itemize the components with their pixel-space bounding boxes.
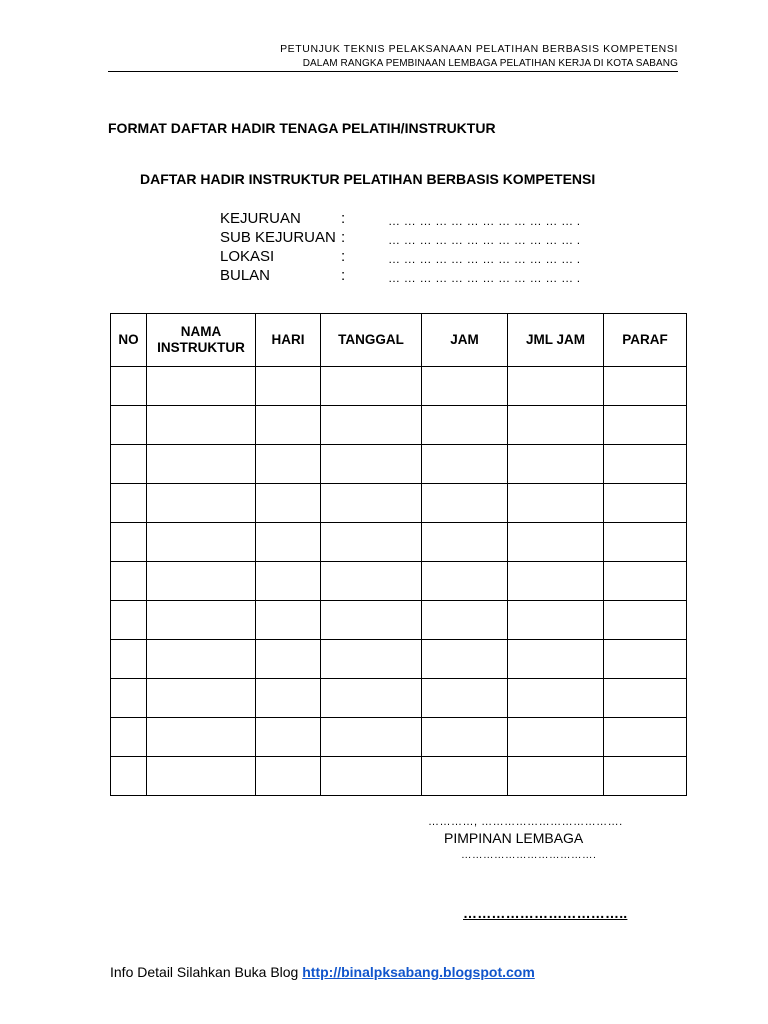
table-row	[111, 367, 687, 406]
cell-jam	[422, 562, 508, 601]
column-header-jml-jam: JML JAM	[508, 314, 604, 367]
signature-role: PIMPINAN LEMBAGA	[444, 830, 584, 846]
cell-jam	[422, 484, 508, 523]
field-label-lokasi: LOKASI	[220, 248, 275, 265]
cell-tanggal	[321, 679, 422, 718]
cell-no	[111, 757, 147, 796]
cell-jml-jam	[508, 718, 604, 757]
field-colon-kejuruan: :	[341, 210, 346, 227]
signature-name: ……………………………..	[463, 905, 628, 921]
table-body	[111, 367, 687, 796]
cell-jml-jam	[508, 445, 604, 484]
column-header-nama-line-1: NAMA	[180, 324, 222, 339]
cell-hari	[256, 679, 321, 718]
header-line-2: DALAM RANGKA PEMBINAAN LEMBAGA PELATIHAN KERJA DI KOTA SABANG	[302, 58, 678, 69]
column-header-nama-line-2: INSTRUKTUR	[157, 340, 245, 355]
cell-tanggal	[321, 757, 422, 796]
header-line-1: PETUNJUK TEKNIS PELAKSANAAN PELATIHAN BERBASIS KOMPETENSI	[280, 43, 678, 55]
attendance-table	[110, 313, 687, 796]
cell-paraf	[604, 445, 687, 484]
column-header-no: NO	[111, 314, 147, 367]
cell-jml-jam	[508, 484, 604, 523]
cell-paraf	[604, 406, 687, 445]
cell-jml-jam	[508, 679, 604, 718]
cell-hari	[256, 445, 321, 484]
cell-paraf	[604, 679, 687, 718]
cell-nama	[147, 601, 256, 640]
cell-no	[111, 562, 147, 601]
cell-paraf	[604, 523, 687, 562]
cell-tanggal	[321, 601, 422, 640]
field-value-kejuruan: … … … … … … … … … … … … .	[388, 214, 581, 228]
cell-no	[111, 406, 147, 445]
cell-tanggal	[321, 484, 422, 523]
cell-no	[111, 640, 147, 679]
cell-nama	[147, 757, 256, 796]
cell-hari	[256, 640, 321, 679]
cell-paraf	[604, 484, 687, 523]
column-header-tanggal: TANGGAL	[321, 314, 422, 367]
cell-no	[111, 445, 147, 484]
table-row	[111, 757, 687, 796]
field-value-sub-kejuruan: … … … … … … … … … … … … .	[388, 233, 581, 247]
cell-jam	[422, 679, 508, 718]
field-label-kejuruan: KEJURUAN	[220, 210, 301, 227]
signature-line: ……………………………….	[461, 849, 597, 861]
table-row	[111, 484, 687, 523]
cell-tanggal	[321, 718, 422, 757]
cell-nama	[147, 367, 256, 406]
signature-place-date: …………, ……………………………….	[428, 816, 623, 828]
cell-jml-jam	[508, 406, 604, 445]
cell-tanggal	[321, 445, 422, 484]
column-header-hari: HARI	[256, 314, 321, 367]
cell-nama	[147, 640, 256, 679]
cell-hari	[256, 406, 321, 445]
field-colon-lokasi: :	[341, 248, 346, 265]
cell-nama	[147, 718, 256, 757]
cell-hari	[256, 718, 321, 757]
cell-jam	[422, 406, 508, 445]
field-label-sub-kejuruan: SUB KEJURUAN	[220, 229, 336, 246]
cell-paraf	[604, 757, 687, 796]
table-header-row	[111, 314, 687, 367]
column-header-paraf: PARAF	[604, 314, 687, 367]
cell-hari	[256, 601, 321, 640]
field-colon-sub-kejuruan: :	[341, 229, 346, 246]
cell-hari	[256, 484, 321, 523]
field-value-bulan: … … … … … … … … … … … … .	[388, 271, 581, 285]
table-row	[111, 718, 687, 757]
cell-tanggal	[321, 640, 422, 679]
cell-jam	[422, 718, 508, 757]
cell-jml-jam	[508, 367, 604, 406]
cell-hari	[256, 367, 321, 406]
cell-hari	[256, 562, 321, 601]
cell-jml-jam	[508, 757, 604, 796]
cell-jml-jam	[508, 640, 604, 679]
document-title: FORMAT DAFTAR HADIR TENAGA PELATIH/INSTRUKTUR	[108, 120, 496, 136]
table-row	[111, 445, 687, 484]
header-divider	[108, 71, 678, 72]
column-header-nama-instruktur	[147, 314, 256, 367]
table-row	[111, 406, 687, 445]
cell-no	[111, 718, 147, 757]
cell-paraf	[604, 718, 687, 757]
table-row	[111, 523, 687, 562]
form-title: DAFTAR HADIR INSTRUKTUR PELATIHAN BERBASIS KOMPETENSI	[140, 171, 596, 187]
blog-link[interactable]: http://binalpksabang.blogspot.com	[302, 964, 535, 980]
cell-paraf	[604, 640, 687, 679]
cell-jam	[422, 640, 508, 679]
cell-tanggal	[321, 367, 422, 406]
cell-jam	[422, 757, 508, 796]
cell-jml-jam	[508, 601, 604, 640]
table-row	[111, 679, 687, 718]
field-colon-bulan: :	[341, 267, 346, 284]
cell-jml-jam	[508, 562, 604, 601]
field-value-lokasi: … … … … … … … … … … … … .	[388, 252, 581, 266]
cell-nama	[147, 523, 256, 562]
cell-tanggal	[321, 562, 422, 601]
table-row	[111, 562, 687, 601]
table-row	[111, 640, 687, 679]
cell-paraf	[604, 562, 687, 601]
cell-nama	[147, 484, 256, 523]
footer-text: Info Detail Silahkan Buka Blog	[110, 964, 299, 980]
cell-paraf	[604, 601, 687, 640]
column-header-jam: JAM	[422, 314, 508, 367]
cell-tanggal	[321, 406, 422, 445]
cell-no	[111, 367, 147, 406]
cell-paraf	[604, 367, 687, 406]
cell-jam	[422, 367, 508, 406]
cell-no	[111, 523, 147, 562]
cell-jam	[422, 445, 508, 484]
cell-tanggal	[321, 523, 422, 562]
cell-no	[111, 601, 147, 640]
cell-jam	[422, 523, 508, 562]
field-label-bulan: BULAN	[220, 267, 271, 284]
cell-nama	[147, 679, 256, 718]
cell-no	[111, 679, 147, 718]
cell-nama	[147, 445, 256, 484]
cell-jml-jam	[508, 523, 604, 562]
footer	[110, 964, 535, 980]
cell-no	[111, 484, 147, 523]
cell-nama	[147, 562, 256, 601]
cell-hari	[256, 523, 321, 562]
cell-nama	[147, 406, 256, 445]
cell-jam	[422, 601, 508, 640]
cell-hari	[256, 757, 321, 796]
table-row	[111, 601, 687, 640]
